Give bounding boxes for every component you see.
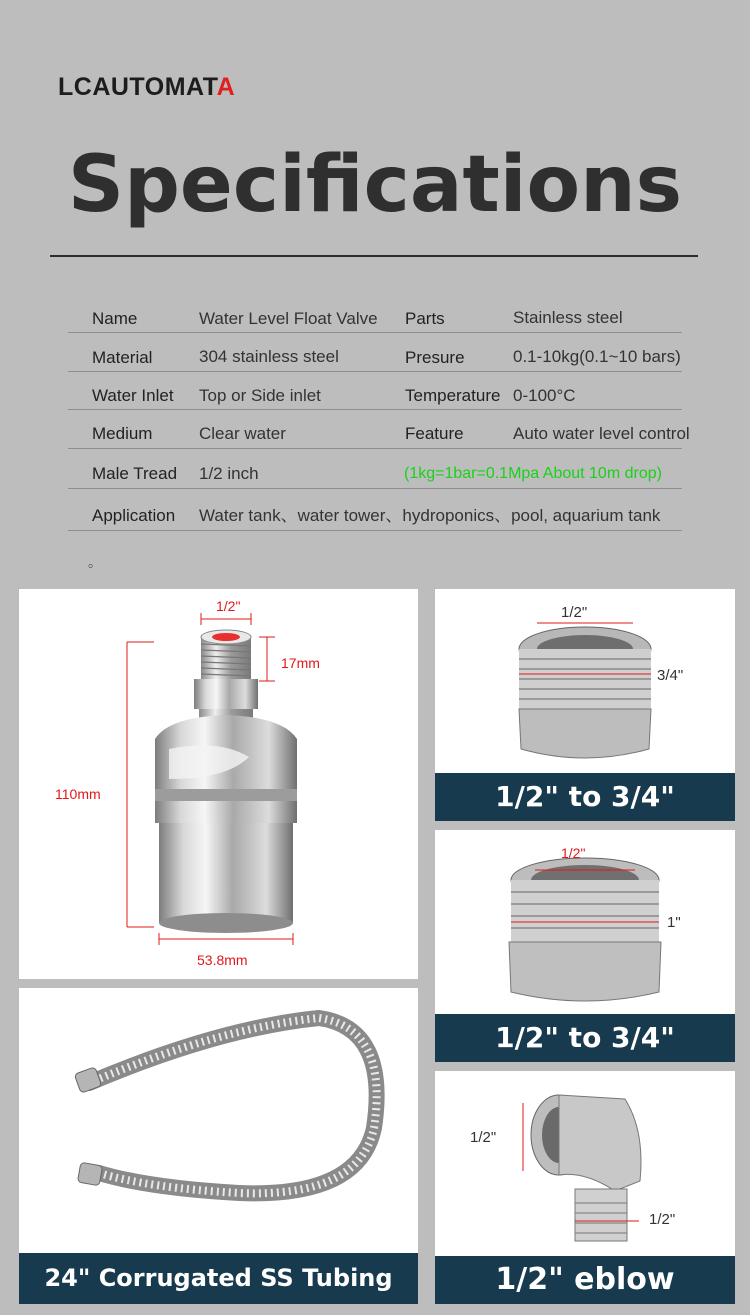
logo-text: LCAUTOMAT xyxy=(58,73,217,101)
spec-key: Presure xyxy=(405,348,465,367)
spec-value: 304 stainless steel xyxy=(199,347,339,366)
spec-value: 1/2 inch xyxy=(199,464,259,483)
page-title: Specifications xyxy=(67,140,683,230)
spec-key: Material xyxy=(92,348,153,367)
spec-value: Water tank、water tower、hydroponics、pool, aquarium tank xyxy=(199,506,661,525)
dim-thread-length: 17mm xyxy=(281,655,320,671)
row-divider xyxy=(68,530,682,531)
spec-table xyxy=(0,0,750,580)
dim-outlet: 1" xyxy=(667,914,681,931)
row-divider xyxy=(68,332,682,333)
float-valve-card xyxy=(19,589,418,979)
tubing-caption: 24" Corrugated SS Tubing xyxy=(19,1253,418,1304)
tubing-image xyxy=(19,988,418,1258)
float-valve-image xyxy=(19,589,418,979)
spec-value: Clear water xyxy=(199,424,286,443)
spec-value: Top or Side inlet xyxy=(199,386,321,405)
elbow-caption: 1/2" eblow xyxy=(435,1256,735,1304)
dim-inlet: 1/2" xyxy=(561,604,588,621)
dim-width: 53.8mm xyxy=(197,952,248,968)
row-divider xyxy=(68,488,682,489)
spec-key: Name xyxy=(92,309,138,328)
elbow-card xyxy=(435,1071,735,1304)
spec-value: 0.1-10kg(0.1~10 bars) xyxy=(513,347,681,366)
adapter-3-4-card xyxy=(435,589,735,821)
adapter-caption: 1/2" to 3/4" xyxy=(435,1014,735,1062)
tubing-card xyxy=(19,988,418,1304)
spec-key: Application xyxy=(92,506,176,525)
dim-inlet: 1/2" xyxy=(561,845,586,861)
dim-outlet: 3/4" xyxy=(657,667,684,684)
spec-value: Auto water level control xyxy=(513,424,690,443)
adapter-caption: 1/2" to 3/4" xyxy=(435,773,735,821)
elbow-image xyxy=(435,1071,735,1256)
dim-height: 110mm xyxy=(55,786,101,802)
spec-key: Parts xyxy=(405,309,445,328)
spec-key: Male Tread xyxy=(92,464,178,483)
row-divider xyxy=(68,371,682,372)
spec-key: Water Inlet xyxy=(92,386,174,405)
spec-value: Water Level Float Valve xyxy=(199,309,378,328)
adapter-1-card xyxy=(435,830,735,1062)
dim-outlet: 1/2" xyxy=(649,1211,676,1228)
spec-key: Feature xyxy=(405,424,464,443)
spec-key: Temperature xyxy=(405,386,501,405)
spec-key: Medium xyxy=(92,424,153,443)
row-divider xyxy=(68,448,682,449)
spec-value: Stainless steel xyxy=(513,308,623,327)
logo-accent: A xyxy=(216,73,236,101)
dim-inlet: 1/2" xyxy=(470,1129,497,1146)
pressure-note: (1kg=1bar=0.1Mpa About 10m drop) xyxy=(404,465,662,482)
dim-thread-size: 1/2" xyxy=(216,598,241,614)
spec-value: 0-100°C xyxy=(513,386,576,405)
trailing-mark: 。 xyxy=(88,554,102,570)
row-divider xyxy=(68,409,682,410)
